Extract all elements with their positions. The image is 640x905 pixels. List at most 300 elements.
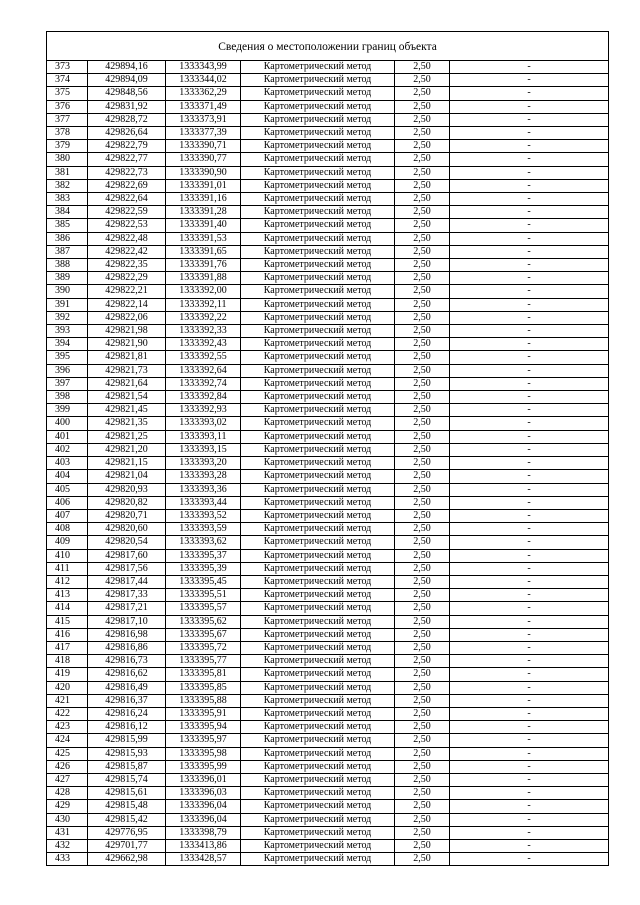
precision-cell: 2,50 xyxy=(395,509,450,522)
precision-cell: 2,50 xyxy=(395,760,450,773)
y-coordinate-cell: 1333393,20 xyxy=(166,457,241,470)
y-coordinate-cell: 1333390,90 xyxy=(166,166,241,179)
x-coordinate-cell: 429817,21 xyxy=(88,602,166,615)
method-cell: Картометрический метод xyxy=(241,523,395,536)
table-row xyxy=(47,470,609,483)
x-coordinate-cell: 429821,90 xyxy=(88,338,166,351)
point-number-cell: 406 xyxy=(47,496,88,509)
precision-cell: 2,50 xyxy=(395,87,450,100)
precision-cell: 2,50 xyxy=(395,575,450,588)
description-cell: - xyxy=(450,589,609,602)
precision-cell: 2,50 xyxy=(395,562,450,575)
point-number-cell: 384 xyxy=(47,206,88,219)
precision-cell: 2,50 xyxy=(395,100,450,113)
method-cell: Картометрический метод xyxy=(241,800,395,813)
table-row xyxy=(47,721,609,734)
x-coordinate-cell: 429662,98 xyxy=(88,853,166,866)
point-number-cell: 392 xyxy=(47,311,88,324)
method-cell: Картометрический метод xyxy=(241,707,395,720)
y-coordinate-cell: 1333392,84 xyxy=(166,391,241,404)
method-cell: Картометрический метод xyxy=(241,813,395,826)
description-cell: - xyxy=(450,127,609,140)
point-number-cell: 396 xyxy=(47,364,88,377)
method-cell: Картометрический метод xyxy=(241,298,395,311)
table-row xyxy=(47,364,609,377)
point-number-cell: 413 xyxy=(47,589,88,602)
point-number-cell: 417 xyxy=(47,641,88,654)
x-coordinate-cell: 429816,62 xyxy=(88,668,166,681)
precision-cell: 2,50 xyxy=(395,800,450,813)
method-cell: Картометрический метод xyxy=(241,747,395,760)
y-coordinate-cell: 1333392,11 xyxy=(166,298,241,311)
y-coordinate-cell: 1333393,59 xyxy=(166,523,241,536)
table-row xyxy=(47,338,609,351)
precision-cell: 2,50 xyxy=(395,298,450,311)
method-cell: Картометрический метод xyxy=(241,285,395,298)
description-cell: - xyxy=(450,100,609,113)
description-cell: - xyxy=(450,523,609,536)
table-row xyxy=(47,127,609,140)
table-row xyxy=(47,166,609,179)
y-coordinate-cell: 1333395,88 xyxy=(166,694,241,707)
point-number-cell: 410 xyxy=(47,549,88,562)
y-coordinate-cell: 1333391,65 xyxy=(166,245,241,258)
point-number-cell: 421 xyxy=(47,694,88,707)
precision-cell: 2,50 xyxy=(395,457,450,470)
method-cell: Картометрический метод xyxy=(241,272,395,285)
description-cell: - xyxy=(450,668,609,681)
y-coordinate-cell: 1333393,52 xyxy=(166,509,241,522)
y-coordinate-cell: 1333393,44 xyxy=(166,496,241,509)
precision-cell: 2,50 xyxy=(395,430,450,443)
point-number-cell: 424 xyxy=(47,734,88,747)
description-cell: - xyxy=(450,813,609,826)
precision-cell: 2,50 xyxy=(395,773,450,786)
table-row xyxy=(47,232,609,245)
point-number-cell: 378 xyxy=(47,127,88,140)
point-number-cell: 390 xyxy=(47,285,88,298)
point-number-cell: 422 xyxy=(47,707,88,720)
point-number-cell: 420 xyxy=(47,681,88,694)
y-coordinate-cell: 1333395,39 xyxy=(166,562,241,575)
y-coordinate-cell: 1333391,88 xyxy=(166,272,241,285)
point-number-cell: 373 xyxy=(47,61,88,74)
description-cell: - xyxy=(450,721,609,734)
description-cell: - xyxy=(450,325,609,338)
table-row xyxy=(47,377,609,390)
method-cell: Картометрический метод xyxy=(241,853,395,866)
precision-cell: 2,50 xyxy=(395,734,450,747)
table-row xyxy=(47,113,609,126)
description-cell: - xyxy=(450,602,609,615)
x-coordinate-cell: 429894,16 xyxy=(88,61,166,74)
table-row xyxy=(47,641,609,654)
precision-cell: 2,50 xyxy=(395,523,450,536)
precision-cell: 2,50 xyxy=(395,179,450,192)
point-number-cell: 425 xyxy=(47,747,88,760)
y-coordinate-cell: 1333392,74 xyxy=(166,377,241,390)
method-cell: Картометрический метод xyxy=(241,417,395,430)
x-coordinate-cell: 429822,69 xyxy=(88,179,166,192)
table-row xyxy=(47,245,609,258)
table-row xyxy=(47,549,609,562)
table-row xyxy=(47,694,609,707)
x-coordinate-cell: 429820,71 xyxy=(88,509,166,522)
x-coordinate-cell: 429822,21 xyxy=(88,285,166,298)
x-coordinate-cell: 429820,60 xyxy=(88,523,166,536)
method-cell: Картометрический метод xyxy=(241,166,395,179)
description-cell: - xyxy=(450,826,609,839)
point-number-cell: 383 xyxy=(47,193,88,206)
precision-cell: 2,50 xyxy=(395,470,450,483)
y-coordinate-cell: 1333395,62 xyxy=(166,615,241,628)
point-number-cell: 433 xyxy=(47,853,88,866)
point-number-cell: 400 xyxy=(47,417,88,430)
description-cell: - xyxy=(450,760,609,773)
table-row xyxy=(47,391,609,404)
method-cell: Картометрический метод xyxy=(241,245,395,258)
table-row xyxy=(47,800,609,813)
method-cell: Картометрический метод xyxy=(241,694,395,707)
precision-cell: 2,50 xyxy=(395,272,450,285)
point-number-cell: 423 xyxy=(47,721,88,734)
x-coordinate-cell: 429816,37 xyxy=(88,694,166,707)
method-cell: Картометрический метод xyxy=(241,232,395,245)
precision-cell: 2,50 xyxy=(395,311,450,324)
precision-cell: 2,50 xyxy=(395,259,450,272)
point-number-cell: 385 xyxy=(47,219,88,232)
table-row xyxy=(47,562,609,575)
x-coordinate-cell: 429816,86 xyxy=(88,641,166,654)
y-coordinate-cell: 1333395,67 xyxy=(166,628,241,641)
precision-cell: 2,50 xyxy=(395,721,450,734)
point-number-cell: 395 xyxy=(47,351,88,364)
y-coordinate-cell: 1333395,45 xyxy=(166,575,241,588)
table-row xyxy=(47,628,609,641)
method-cell: Картометрический метод xyxy=(241,404,395,417)
method-cell: Картометрический метод xyxy=(241,536,395,549)
x-coordinate-cell: 429820,82 xyxy=(88,496,166,509)
description-cell: - xyxy=(450,575,609,588)
description-cell: - xyxy=(450,694,609,707)
point-number-cell: 374 xyxy=(47,74,88,87)
method-cell: Картометрический метод xyxy=(241,127,395,140)
table-row xyxy=(47,536,609,549)
x-coordinate-cell: 429831,92 xyxy=(88,100,166,113)
method-cell: Картометрический метод xyxy=(241,773,395,786)
description-cell: - xyxy=(450,272,609,285)
method-cell: Картометрический метод xyxy=(241,311,395,324)
table-row xyxy=(47,193,609,206)
point-number-cell: 376 xyxy=(47,100,88,113)
y-coordinate-cell: 1333413,86 xyxy=(166,839,241,852)
y-coordinate-cell: 1333392,43 xyxy=(166,338,241,351)
x-coordinate-cell: 429815,99 xyxy=(88,734,166,747)
y-coordinate-cell: 1333393,02 xyxy=(166,417,241,430)
point-number-cell: 397 xyxy=(47,377,88,390)
description-cell: - xyxy=(450,536,609,549)
point-number-cell: 401 xyxy=(47,430,88,443)
description-cell: - xyxy=(450,166,609,179)
x-coordinate-cell: 429815,93 xyxy=(88,747,166,760)
x-coordinate-cell: 429848,56 xyxy=(88,87,166,100)
description-cell: - xyxy=(450,179,609,192)
y-coordinate-cell: 1333395,72 xyxy=(166,641,241,654)
y-coordinate-cell: 1333393,15 xyxy=(166,443,241,456)
description-cell: - xyxy=(450,800,609,813)
point-number-cell: 407 xyxy=(47,509,88,522)
description-cell: - xyxy=(450,311,609,324)
point-number-cell: 381 xyxy=(47,166,88,179)
y-coordinate-cell: 1333395,81 xyxy=(166,668,241,681)
x-coordinate-cell: 429822,29 xyxy=(88,272,166,285)
y-coordinate-cell: 1333392,93 xyxy=(166,404,241,417)
x-coordinate-cell: 429822,77 xyxy=(88,153,166,166)
method-cell: Картометрический метод xyxy=(241,839,395,852)
method-cell: Картометрический метод xyxy=(241,615,395,628)
description-cell: - xyxy=(450,747,609,760)
x-coordinate-cell: 429815,61 xyxy=(88,787,166,800)
precision-cell: 2,50 xyxy=(395,127,450,140)
method-cell: Картометрический метод xyxy=(241,153,395,166)
point-number-cell: 399 xyxy=(47,404,88,417)
table-row xyxy=(47,787,609,800)
y-coordinate-cell: 1333395,51 xyxy=(166,589,241,602)
table-row xyxy=(47,760,609,773)
table-row xyxy=(47,826,609,839)
precision-cell: 2,50 xyxy=(395,839,450,852)
table-row xyxy=(47,839,609,852)
description-cell: - xyxy=(450,61,609,74)
table-row xyxy=(47,219,609,232)
y-coordinate-cell: 1333393,28 xyxy=(166,470,241,483)
description-cell: - xyxy=(450,285,609,298)
point-number-cell: 379 xyxy=(47,140,88,153)
point-number-cell: 405 xyxy=(47,483,88,496)
method-cell: Картометрический метод xyxy=(241,206,395,219)
description-cell: - xyxy=(450,259,609,272)
y-coordinate-cell: 1333373,91 xyxy=(166,113,241,126)
precision-cell: 2,50 xyxy=(395,483,450,496)
table-row xyxy=(47,483,609,496)
description-cell: - xyxy=(450,483,609,496)
y-coordinate-cell: 1333393,62 xyxy=(166,536,241,549)
description-cell: - xyxy=(450,193,609,206)
y-coordinate-cell: 1333390,71 xyxy=(166,140,241,153)
description-cell: - xyxy=(450,509,609,522)
x-coordinate-cell: 429822,42 xyxy=(88,245,166,258)
y-coordinate-cell: 1333395,94 xyxy=(166,721,241,734)
table-row xyxy=(47,813,609,826)
x-coordinate-cell: 429817,44 xyxy=(88,575,166,588)
precision-cell: 2,50 xyxy=(395,694,450,707)
table-title: Сведения о местоположении границ объекта xyxy=(47,32,609,61)
description-cell: - xyxy=(450,113,609,126)
precision-cell: 2,50 xyxy=(395,826,450,839)
y-coordinate-cell: 1333392,55 xyxy=(166,351,241,364)
method-cell: Картометрический метод xyxy=(241,668,395,681)
y-coordinate-cell: 1333398,79 xyxy=(166,826,241,839)
point-number-cell: 386 xyxy=(47,232,88,245)
y-coordinate-cell: 1333428,57 xyxy=(166,853,241,866)
method-cell: Картометрический метод xyxy=(241,193,395,206)
table-row xyxy=(47,61,609,74)
method-cell: Картометрический метод xyxy=(241,641,395,654)
x-coordinate-cell: 429822,06 xyxy=(88,311,166,324)
method-cell: Картометрический метод xyxy=(241,496,395,509)
precision-cell: 2,50 xyxy=(395,641,450,654)
table-row xyxy=(47,853,609,866)
x-coordinate-cell: 429776,95 xyxy=(88,826,166,839)
precision-cell: 2,50 xyxy=(395,377,450,390)
description-cell: - xyxy=(450,655,609,668)
method-cell: Картометрический метод xyxy=(241,509,395,522)
x-coordinate-cell: 429701,77 xyxy=(88,839,166,852)
precision-cell: 2,50 xyxy=(395,325,450,338)
table-row xyxy=(47,589,609,602)
x-coordinate-cell: 429816,98 xyxy=(88,628,166,641)
precision-cell: 2,50 xyxy=(395,707,450,720)
table-row xyxy=(47,100,609,113)
precision-cell: 2,50 xyxy=(395,351,450,364)
point-number-cell: 412 xyxy=(47,575,88,588)
point-number-cell: 404 xyxy=(47,470,88,483)
table-row xyxy=(47,285,609,298)
method-cell: Картометрический метод xyxy=(241,760,395,773)
precision-cell: 2,50 xyxy=(395,747,450,760)
x-coordinate-cell: 429817,60 xyxy=(88,549,166,562)
point-number-cell: 416 xyxy=(47,628,88,641)
precision-cell: 2,50 xyxy=(395,668,450,681)
y-coordinate-cell: 1333395,85 xyxy=(166,681,241,694)
method-cell: Картометрический метод xyxy=(241,351,395,364)
x-coordinate-cell: 429817,33 xyxy=(88,589,166,602)
y-coordinate-cell: 1333392,22 xyxy=(166,311,241,324)
method-cell: Картометрический метод xyxy=(241,364,395,377)
x-coordinate-cell: 429821,15 xyxy=(88,457,166,470)
method-cell: Картометрический метод xyxy=(241,681,395,694)
y-coordinate-cell: 1333393,36 xyxy=(166,483,241,496)
description-cell: - xyxy=(450,443,609,456)
description-cell: - xyxy=(450,562,609,575)
x-coordinate-cell: 429822,59 xyxy=(88,206,166,219)
method-cell: Картометрический метод xyxy=(241,259,395,272)
precision-cell: 2,50 xyxy=(395,417,450,430)
point-number-cell: 431 xyxy=(47,826,88,839)
description-cell: - xyxy=(450,496,609,509)
table-row xyxy=(47,443,609,456)
y-coordinate-cell: 1333395,77 xyxy=(166,655,241,668)
table-row xyxy=(47,351,609,364)
precision-cell: 2,50 xyxy=(395,285,450,298)
precision-cell: 2,50 xyxy=(395,391,450,404)
description-cell: - xyxy=(450,615,609,628)
y-coordinate-cell: 1333344,02 xyxy=(166,74,241,87)
precision-cell: 2,50 xyxy=(395,615,450,628)
table-row xyxy=(47,430,609,443)
table-row xyxy=(47,417,609,430)
description-cell: - xyxy=(450,74,609,87)
y-coordinate-cell: 1333391,53 xyxy=(166,232,241,245)
x-coordinate-cell: 429821,73 xyxy=(88,364,166,377)
table-row xyxy=(47,153,609,166)
table-row xyxy=(47,272,609,285)
table-row xyxy=(47,773,609,786)
x-coordinate-cell: 429822,48 xyxy=(88,232,166,245)
y-coordinate-cell: 1333396,04 xyxy=(166,813,241,826)
table-row xyxy=(47,87,609,100)
x-coordinate-cell: 429816,73 xyxy=(88,655,166,668)
precision-cell: 2,50 xyxy=(395,338,450,351)
description-cell: - xyxy=(450,232,609,245)
x-coordinate-cell: 429822,53 xyxy=(88,219,166,232)
table-row xyxy=(47,707,609,720)
point-number-cell: 394 xyxy=(47,338,88,351)
method-cell: Картометрический метод xyxy=(241,589,395,602)
x-coordinate-cell: 429821,04 xyxy=(88,470,166,483)
table-row xyxy=(47,140,609,153)
point-number-cell: 387 xyxy=(47,245,88,258)
method-cell: Картометрический метод xyxy=(241,377,395,390)
precision-cell: 2,50 xyxy=(395,245,450,258)
method-cell: Картометрический метод xyxy=(241,140,395,153)
table-row xyxy=(47,457,609,470)
y-coordinate-cell: 1333396,01 xyxy=(166,773,241,786)
table-row xyxy=(47,311,609,324)
table-row xyxy=(47,602,609,615)
description-cell: - xyxy=(450,219,609,232)
x-coordinate-cell: 429822,14 xyxy=(88,298,166,311)
x-coordinate-cell: 429822,64 xyxy=(88,193,166,206)
precision-cell: 2,50 xyxy=(395,602,450,615)
y-coordinate-cell: 1333395,97 xyxy=(166,734,241,747)
table-row xyxy=(47,404,609,417)
y-coordinate-cell: 1333395,57 xyxy=(166,602,241,615)
description-cell: - xyxy=(450,391,609,404)
x-coordinate-cell: 429822,73 xyxy=(88,166,166,179)
point-number-cell: 426 xyxy=(47,760,88,773)
y-coordinate-cell: 1333393,11 xyxy=(166,430,241,443)
method-cell: Картометрический метод xyxy=(241,457,395,470)
table-row xyxy=(47,615,609,628)
boundary-coordinates-table xyxy=(46,31,609,866)
table-row xyxy=(47,655,609,668)
point-number-cell: 388 xyxy=(47,259,88,272)
y-coordinate-cell: 1333395,99 xyxy=(166,760,241,773)
method-cell: Картометрический метод xyxy=(241,628,395,641)
table-row xyxy=(47,681,609,694)
y-coordinate-cell: 1333395,91 xyxy=(166,707,241,720)
method-cell: Картометрический метод xyxy=(241,219,395,232)
description-cell: - xyxy=(450,377,609,390)
y-coordinate-cell: 1333396,04 xyxy=(166,800,241,813)
x-coordinate-cell: 429815,87 xyxy=(88,760,166,773)
point-number-cell: 377 xyxy=(47,113,88,126)
description-cell: - xyxy=(450,404,609,417)
description-cell: - xyxy=(450,364,609,377)
y-coordinate-cell: 1333362,29 xyxy=(166,87,241,100)
table-row xyxy=(47,734,609,747)
precision-cell: 2,50 xyxy=(395,655,450,668)
table-row xyxy=(47,668,609,681)
x-coordinate-cell: 429821,64 xyxy=(88,377,166,390)
description-cell: - xyxy=(450,681,609,694)
precision-cell: 2,50 xyxy=(395,443,450,456)
description-cell: - xyxy=(450,457,609,470)
description-cell: - xyxy=(450,153,609,166)
point-number-cell: 415 xyxy=(47,615,88,628)
y-coordinate-cell: 1333395,98 xyxy=(166,747,241,760)
